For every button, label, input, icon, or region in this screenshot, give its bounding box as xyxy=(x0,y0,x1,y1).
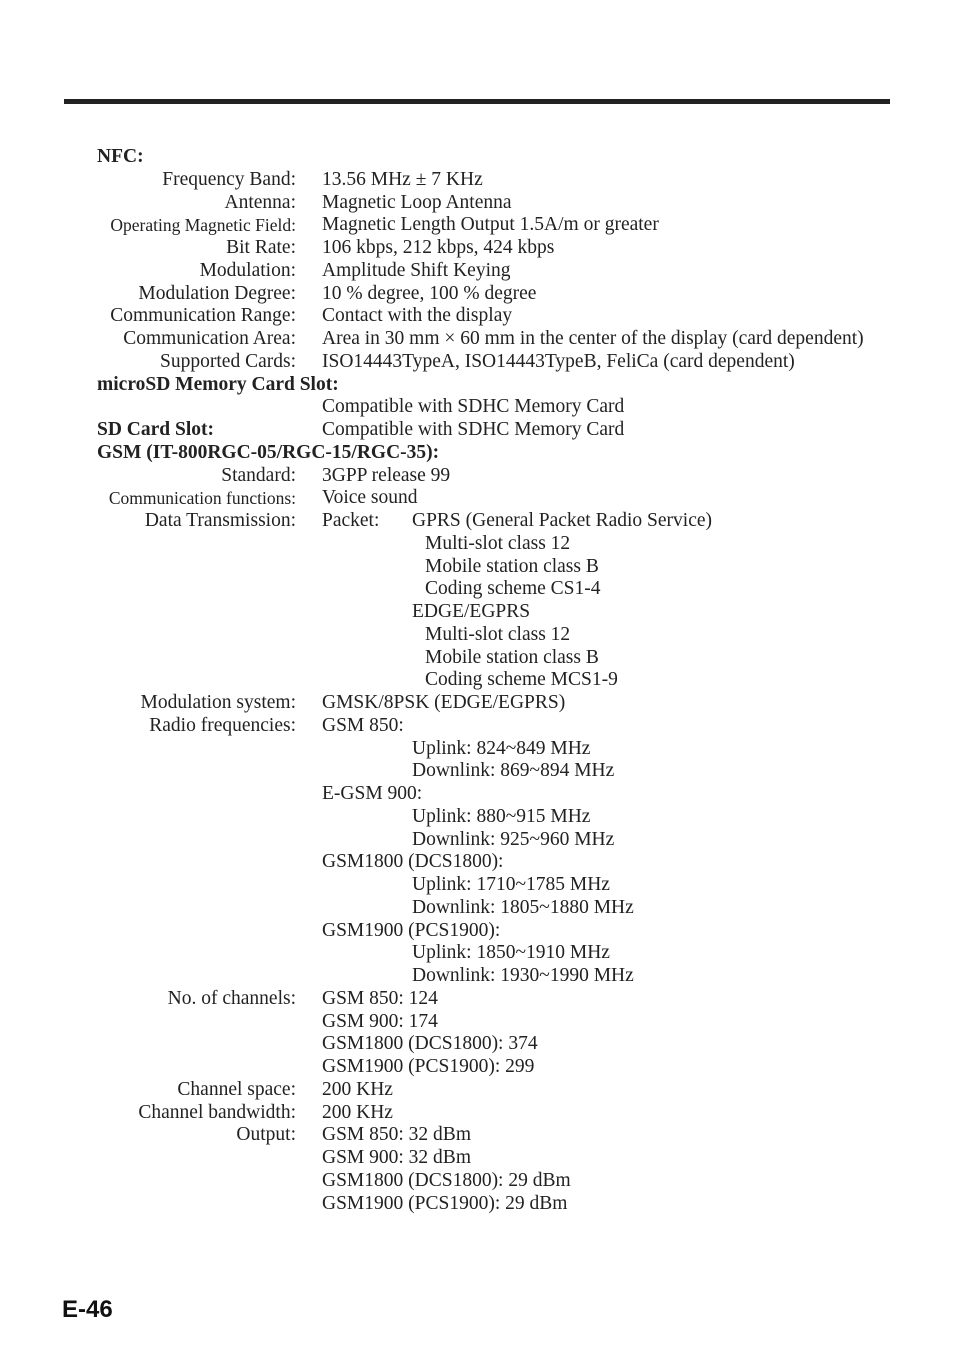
spec-value: 200 KHz xyxy=(322,1078,393,1100)
gprs-item: Mobile station class B xyxy=(425,555,599,577)
spec-row xyxy=(0,1170,954,1193)
gprs-item: Multi-slot class 12 xyxy=(425,532,571,554)
edge-item: Multi-slot class 12 xyxy=(425,623,571,645)
spec-row xyxy=(0,829,954,852)
spec-label: Standard: xyxy=(221,464,296,486)
spec-label: Communication Range: xyxy=(110,305,296,327)
spec-row xyxy=(0,328,954,351)
spec-label: Output: xyxy=(236,1124,296,1146)
spec-value: Voice sound xyxy=(322,487,418,509)
spec-value: 10 % degree, 100 % degree xyxy=(322,282,537,304)
spec-label: Modulation system: xyxy=(140,692,296,713)
page-number: E-46 xyxy=(62,1296,113,1323)
edge-title: EDGE/EGPRS xyxy=(412,601,531,622)
spec-row xyxy=(0,715,954,738)
gprs-item: Coding scheme CS1-4 xyxy=(425,578,601,600)
spec-row xyxy=(0,783,954,806)
edge-item: Coding scheme MCS1-9 xyxy=(425,669,618,691)
spec-label: Frequency Band: xyxy=(162,168,296,190)
spec-row xyxy=(0,396,954,419)
spec-value: Magnetic Length Output 1.5A/m or greater xyxy=(322,214,659,236)
spec-row xyxy=(0,1079,954,1102)
spec-value: GMSK/8PSK (EDGE/EGPRS) xyxy=(322,692,566,713)
spec-row xyxy=(0,1102,954,1125)
spec-value: 106 kbps, 212 kbps, 424 kbps xyxy=(322,237,555,258)
band-uplink: Uplink: 1850~1910 MHz xyxy=(412,942,610,964)
gprs-title: GPRS (General Packet Radio Service) xyxy=(412,510,713,531)
spec-row xyxy=(0,1056,954,1079)
spec-row xyxy=(0,351,954,374)
spec-value: Amplitude Shift Keying xyxy=(322,259,511,281)
section-title: SD Card Slot: xyxy=(97,419,215,440)
packet-label: Packet: xyxy=(322,510,380,531)
spec-value: Compatible with SDHC Memory Card xyxy=(322,419,625,440)
spec-row xyxy=(0,533,954,556)
band-uplink: Uplink: 880~915 MHz xyxy=(412,805,591,827)
spec-row xyxy=(0,305,954,328)
spec-row xyxy=(0,988,954,1011)
spec-row xyxy=(0,647,954,670)
spec-row xyxy=(0,214,954,237)
output-value: GSM1800 (DCS1800): 29 dBm xyxy=(322,1169,571,1191)
spec-value: 3GPP release 99 xyxy=(322,464,451,486)
output-value: GSM1900 (PCS1900): 29 dBm xyxy=(322,1192,568,1214)
spec-row xyxy=(0,624,954,647)
band-downlink: Downlink: 1805~1880 MHz xyxy=(412,896,634,918)
spec-value: 13.56 MHz ± 7 KHz xyxy=(322,168,483,190)
spec-row xyxy=(0,760,954,783)
spec-row xyxy=(0,169,954,192)
spec-label: Bit Rate: xyxy=(226,237,296,258)
spec-row xyxy=(0,669,954,692)
spec-row xyxy=(0,692,954,715)
channel-count: GSM 850: 124 xyxy=(322,987,438,1009)
spec-label: Supported Cards: xyxy=(160,350,296,372)
spec-row xyxy=(0,942,954,965)
spec-value: Area in 30 mm × 60 mm in the center of the display (card dependent) xyxy=(322,328,864,349)
spec-row xyxy=(0,874,954,897)
section-heading-microsd xyxy=(0,374,954,397)
spec-row xyxy=(0,556,954,579)
band-name: GSM1800 (DCS1800): xyxy=(322,851,504,873)
spec-label: Channel bandwidth: xyxy=(138,1101,296,1123)
band-name: E-GSM 900: xyxy=(322,783,423,804)
spec-row xyxy=(0,1147,954,1170)
spec-label: Channel space: xyxy=(177,1078,296,1100)
spec-row xyxy=(0,465,954,488)
spec-row xyxy=(0,283,954,306)
spec-value: 200 KHz xyxy=(322,1101,393,1123)
spec-label: Modulation Degree: xyxy=(138,282,296,304)
spec-row xyxy=(0,920,954,943)
channel-count: GSM1800 (DCS1800): 374 xyxy=(322,1033,538,1055)
band-downlink: Downlink: 1930~1990 MHz xyxy=(412,965,634,986)
edge-item: Mobile station class B xyxy=(425,646,599,668)
spec-row xyxy=(0,738,954,761)
spec-row xyxy=(0,260,954,283)
spec-value: Compatible with SDHC Memory Card xyxy=(322,396,625,418)
band-downlink: Downlink: 925~960 MHz xyxy=(412,828,615,850)
spec-row xyxy=(0,578,954,601)
band-uplink: Uplink: 1710~1785 MHz xyxy=(412,874,610,895)
spec-label: Communication Area: xyxy=(123,328,296,349)
header-rule xyxy=(64,99,890,104)
spec-row xyxy=(0,487,954,510)
section-title: GSM (IT-800RGC-05/RGC-15/RGC-35): xyxy=(97,441,440,463)
spec-label: Communication functions: xyxy=(108,488,296,509)
spec-value: ISO14443TypeA, ISO14443TypeB, FeliCa (card dependent) xyxy=(322,350,795,372)
spec-label: No. of channels: xyxy=(167,987,296,1009)
spec-label: Antenna: xyxy=(224,191,296,213)
spec-value: Contact with the display xyxy=(322,305,513,327)
section-heading-gsm xyxy=(0,442,954,465)
spec-row xyxy=(0,965,954,988)
band-name: GSM 850: xyxy=(322,714,404,736)
section-heading-sdcard xyxy=(0,419,954,442)
spec-row xyxy=(0,1193,954,1216)
spec-row xyxy=(0,851,954,874)
output-value: GSM 900: 32 dBm xyxy=(322,1147,471,1168)
spec-value: Magnetic Loop Antenna xyxy=(322,191,512,213)
spec-row xyxy=(0,1011,954,1034)
channel-count: GSM1900 (PCS1900): 299 xyxy=(322,1056,535,1077)
spec-row xyxy=(0,1124,954,1147)
spec-row xyxy=(0,806,954,829)
spec-label: Radio frequencies: xyxy=(149,714,296,736)
spec-document xyxy=(0,146,954,1215)
spec-row xyxy=(0,601,954,624)
spec-label: Data Transmission: xyxy=(144,510,296,531)
spec-row xyxy=(0,897,954,920)
spec-row xyxy=(0,510,954,533)
spec-row xyxy=(0,192,954,215)
section-title: microSD Memory Card Slot: xyxy=(97,373,339,395)
spec-label: Modulation: xyxy=(199,259,296,281)
band-uplink: Uplink: 824~849 MHz xyxy=(412,737,591,759)
spec-row xyxy=(0,1033,954,1056)
output-value: GSM 850: 32 dBm xyxy=(322,1124,471,1146)
section-title: NFC: xyxy=(97,146,144,167)
section-heading-nfc xyxy=(0,146,954,169)
band-downlink: Downlink: 869~894 MHz xyxy=(412,760,615,782)
spec-label: Operating Magnetic Field: xyxy=(110,215,296,236)
band-name: GSM1900 (PCS1900): xyxy=(322,919,501,941)
spec-row xyxy=(0,237,954,260)
channel-count: GSM 900: 174 xyxy=(322,1010,438,1032)
